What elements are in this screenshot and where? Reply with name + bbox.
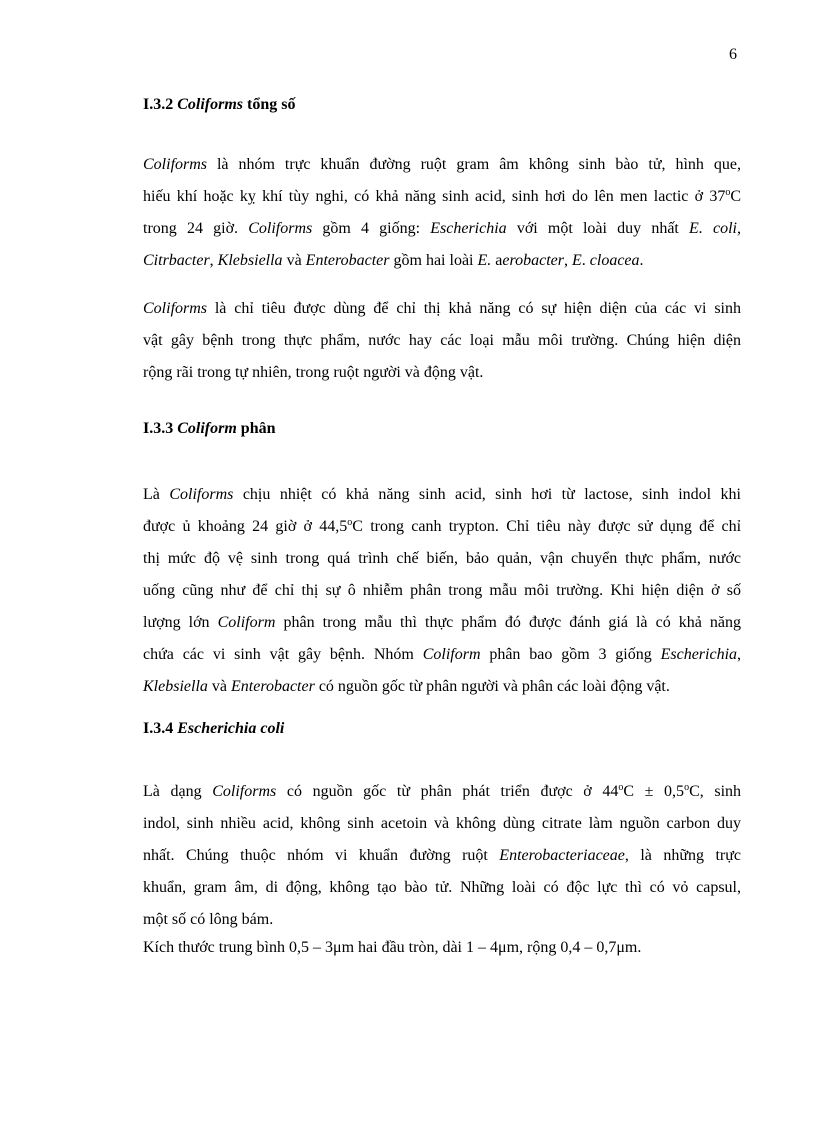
text-run: Escherichia [660,646,738,663]
text-run: cloacea [589,252,640,269]
text-line [143,932,741,964]
text-line [143,181,741,213]
text-line [143,575,741,607]
text-line [143,639,741,671]
paragraph [143,776,741,936]
text-run: Coliform [217,614,276,631]
text-run: E. coli [689,220,737,237]
text-run: nhất. Chúng thuộc nhóm vi khuẩn đường ruột [143,847,500,864]
text-line [143,357,741,389]
text-run: Coliforms [143,300,208,317]
text-run: , [737,220,741,237]
text-run: C trong canh trypton. Chỉ tiêu này được sử dụng để chỉ [352,518,742,535]
text-run: o [618,782,624,793]
text-line [143,213,741,245]
text-run: có nguồn gốc từ phân phát triển được ở 44 [276,783,619,800]
text-run: rộng rãi trong tự nhiên, trong ruột người và động vật. [143,364,484,381]
text-run: Escherichia [430,220,507,237]
text-run: gồm hai loài [389,252,478,269]
heading-run: Escherichia coli [177,720,285,737]
paragraph [143,932,741,964]
heading-run: I.3.3 [143,420,178,437]
text-line [143,840,741,872]
text-run: thị mức độ vệ sinh trong quá trình chế biến, bảo quản, vận chuyển thực phẩm, nước [143,550,741,567]
text-line [143,325,741,357]
text-run: một số có lông bám. [143,911,274,928]
text-run: là nhóm trực khuẩn đường ruột gram âm không sinh bào tử, hình que, [207,156,741,173]
text-run: o [725,187,731,198]
text-run: Coliform [422,646,481,663]
text-run: Là dạng [143,783,213,800]
text-run: và [282,252,306,269]
text-run: phân bao gồm 3 giống [480,646,661,663]
text-run: Kích thước trung bình 0,5 – 3μm hai đầu tròn, dài 1 – 4μm, rộng 0,4 – 0,7μm. [143,939,642,956]
text-run: chứa các vi sinh vật gây bệnh. Nhóm [143,646,423,663]
text-line [143,872,741,904]
paragraph [143,479,741,703]
text-run: Enterobacteriaceae [499,847,625,864]
text-run: và [207,678,231,695]
text-run: a [491,252,503,269]
text-run: Coliforms [212,783,277,800]
text-run: C [730,188,741,205]
text-line [143,607,741,639]
text-run: Enterobacter [231,678,315,695]
section-heading [143,96,295,114]
text-run: , [563,252,572,269]
text-run: E [571,252,582,269]
heading-run: I.3.2 [143,96,178,113]
text-run: có nguồn gốc từ phân người và phân các loài động vật. [314,678,670,695]
text-line [143,245,741,277]
text-run: Coliforms [169,486,234,503]
text-run: C ± 0,5 [623,783,685,800]
text-run: , [737,646,742,663]
text-run: là chỉ tiêu được dùng để chỉ thị khả năng có sự hiện diện của các vi sinh [207,300,741,317]
text-run: Klebsiella [217,252,283,269]
text-run: được ủ khoảng 24 giờ ở 44,5 [143,518,348,535]
page-number: 6 [729,46,737,63]
text-run: Là [143,486,170,503]
text-run: Klebsiella [143,678,208,695]
text-run: uống cũng như để chỉ thị sự ô nhiễm phân trong mẫu môi trường. Khi hiện diện ở số [143,582,741,599]
text-run: phân trong mẫu thì thực phẩm đó được đánh giá là có khả năng [275,614,742,631]
heading-run: tổng số [243,96,296,113]
paragraph [143,149,741,277]
text-run: . [581,252,590,269]
text-run: khuẩn, gram âm, di động, không tạo bào tử. Những loài có độc lực thì có vỏ capsul, [143,879,741,896]
text-run: . [639,252,644,269]
heading-run: I.3.4 [143,720,178,737]
text-run: Coliforms [143,156,208,173]
text-run: vật gây bệnh trong thực phẩm, nước hay các loại mẫu môi trường. Chúng hiện diện [143,332,741,349]
text-run: lượng lớn [143,614,218,631]
text-line [143,543,741,575]
text-run: Citrbacter [143,252,210,269]
text-line [143,511,741,543]
text-run: , là những trực [624,847,741,864]
text-line [143,149,741,181]
text-line [143,293,741,325]
text-run: chịu nhiệt có khả năng sinh acid, sinh hơi từ lactose, sinh indol khi [233,486,742,503]
heading-run: Coliforms [177,96,244,113]
section-heading [143,420,276,438]
text-line [143,808,741,840]
text-run: trong 24 giờ. [143,220,249,237]
heading-run: Coliform [177,420,237,437]
text-run: o [347,517,353,528]
text-run: hiếu khí hoặc kỵ khí tùy nghi, có khả năng sinh acid, sinh hơi do lên men lactic ở 37 [143,188,726,205]
text-line [143,776,741,808]
heading-run: phân [236,420,276,437]
text-run: o [684,782,690,793]
text-run: Coliforms [248,220,313,237]
text-line [143,479,741,511]
section-heading [143,720,284,738]
paragraph [143,293,741,389]
text-run: erobacter [502,252,564,269]
text-run: , [209,252,218,269]
text-run: E. [477,252,492,269]
text-line [143,671,741,703]
text-run: C, sinh [689,783,742,800]
text-run: indol, sinh nhiều acid, không sinh acetoin và không dùng citrate làm nguồn carbon duy [143,815,741,832]
text-run: gồm 4 giống: [312,220,431,237]
text-run: với một loài duy nhất [506,220,690,237]
text-run: Enterobacter [305,252,390,269]
